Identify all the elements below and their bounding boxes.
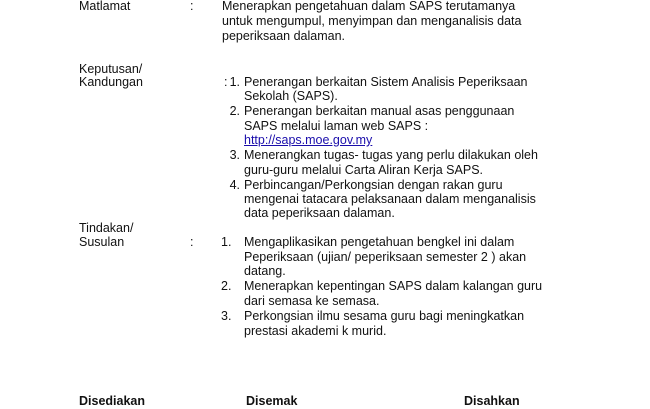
tindakan-label-line-1: Tindakan/ xyxy=(79,221,134,235)
tindakan-item-3-number: 3. xyxy=(221,309,232,323)
keputusan-item-3-line-1: Menerangkan tugas- tugas yang perlu dilakukan oleh xyxy=(244,148,538,162)
matlamat-label: Matlamat xyxy=(79,0,131,13)
keputusan-colon: : xyxy=(224,75,228,89)
tindakan-item-2-line-1: Menerapkan kepentingan SAPS dalam kalangan guru xyxy=(244,279,543,293)
keputusan-item-4-line-2: mengenai tatacara pelaksanaan dalam menganalisis xyxy=(244,192,536,206)
keputusan-item-1-number: 1. xyxy=(229,75,240,89)
saps-website-link[interactable]: http://saps.moe.gov.my xyxy=(244,133,373,147)
matlamat-line-2: untuk mengumpul, menyimpan dan menganalisis data xyxy=(222,14,522,28)
keputusan-item-3-number: 3. xyxy=(229,148,240,162)
matlamat-colon: : xyxy=(190,0,194,13)
matlamat-line-1: Menerapkan pengetahuan dalam SAPS terutamanya xyxy=(222,0,516,13)
tindakan-item-1-number: 1. xyxy=(221,235,232,249)
keputusan-item-2-number: 2. xyxy=(229,104,240,118)
keputusan-item-1-line-1: Penerangan berkaitan Sistem Analisis Peperiksaan xyxy=(244,75,528,89)
tindakan-item-2-number: 2. xyxy=(221,279,232,293)
tindakan-item-3-line-2: prestasi akademi k murid. xyxy=(244,324,387,338)
keputusan-item-1-line-2: Sekolah (SAPS). xyxy=(244,89,338,103)
keputusan-label-line-2: Kandungan xyxy=(79,75,143,89)
keputusan-item-3-line-2: guru-guru melalui Carta Aliran Kerja SAPS. xyxy=(244,163,484,177)
tindakan-colon: : xyxy=(190,235,194,249)
keputusan-label-line-1: Keputusan/ xyxy=(79,62,143,76)
footer-disediakan: Disediakan xyxy=(79,394,146,408)
tindakan-item-1-line-2: Peperiksaan (ujian/ peperiksaan semester 2 ) akan xyxy=(244,250,527,264)
keputusan-item-4-line-1: Perbincangan/Perkongsian dengan rakan guru xyxy=(244,178,503,192)
footer-disemak: Disemak xyxy=(246,394,298,408)
tindakan-item-2-line-2: dari semasa ke semasa. xyxy=(244,294,380,308)
keputusan-item-2-line-1: Penerangan berkaitan manual asas penggunaan xyxy=(244,104,515,118)
keputusan-item-2-line-2: SAPS melalui laman web SAPS : xyxy=(244,119,429,133)
keputusan-item-4-line-3: data peperiksaan dalaman. xyxy=(244,206,395,220)
tindakan-label-line-2: Susulan xyxy=(79,235,125,249)
matlamat-line-3: peperiksaan dalaman. xyxy=(222,29,345,43)
keputusan-item-4-number: 4. xyxy=(229,178,240,192)
footer-disahkan: Disahkan xyxy=(464,394,520,408)
tindakan-item-3-line-1: Perkongsian ilmu sesama guru bagi meningkatkan xyxy=(244,309,525,323)
tindakan-item-1-line-1: Mengaplikasikan pengetahuan bengkel ini dalam xyxy=(244,235,515,249)
tindakan-item-1-line-3: datang. xyxy=(244,264,286,278)
